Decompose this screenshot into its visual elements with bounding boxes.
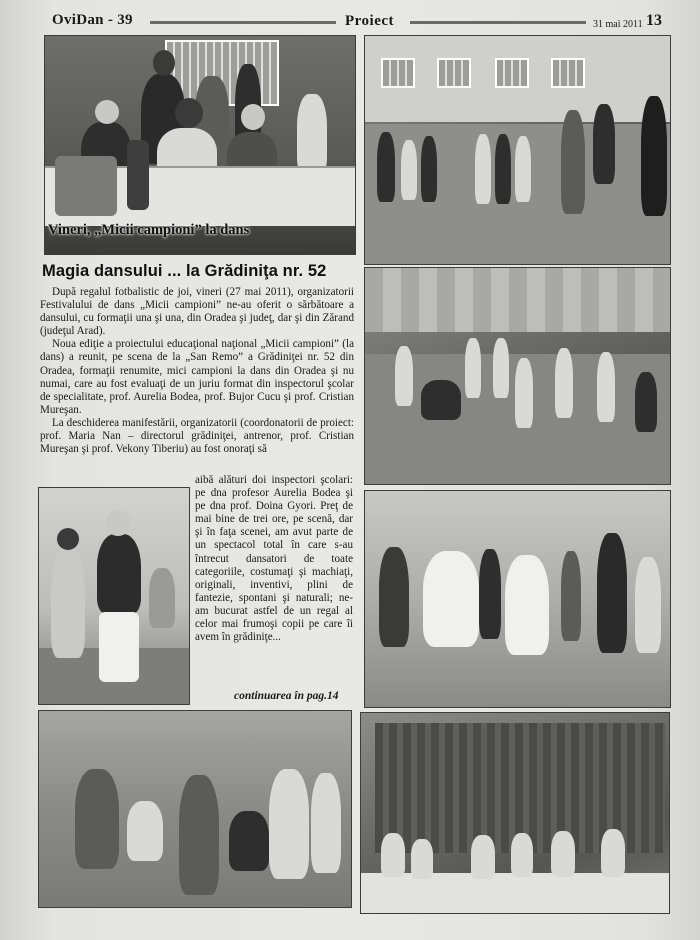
continuation-note: continuarea în pag.14 [234, 690, 339, 702]
article-body-wide [40, 286, 354, 456]
article-title: Magia dansului ... la Grădiniţa nr. 52 [42, 262, 327, 280]
photo-folk-costumes [38, 487, 190, 705]
article-paragraph-4: aibă alături doi inspectori şcolari: pe dna profesor Aurelia Bodea şi pe dna prof. Doina Gyori. Preţ de mai bine de trei ore, pe scenă, dar şi în faţa scenei, am avut parte de un spectacol total în care s-au întrecut dansatori de toate categoriile, costumaţi şi machiaţi, originali, inventivi, plini de fantezie, spontani şi naturali; ne-am bucurat astfel de un regal al celor mai frumoşi copii pe care îi avem în grădiniţe... [195, 474, 353, 644]
article-paragraph-2: Noua ediţie a proiectului educaţional naţional „Micii campioni” (la dans) a reunit, pe scena de la „San Remo” a Grădiniţei nr. 52 din Oradea, formaţii renumite, mici campioni la dans din Oradea şi nu numai, care au fost evaluaţi de un juriu format din inspectorul şcolar de specialitate, prof. Aurelia Bodea, prof. Bujor Cucu şi prof. Cristian Mureşan. [40, 338, 354, 416]
photo-caption: Vineri, „Micii campioni” la dans [48, 222, 250, 238]
header-rule-right [410, 21, 586, 24]
header-rule-left [150, 21, 336, 24]
page-number: 13 [646, 12, 662, 29]
article-paragraph-3: La deschiderea manifestării, organizatorii (coordonatorii de proiect: prof. Maria Nan – directorul grădiniţei, antrenor, prof. Cristian Mureşan şi prof. Vekony Tiberiu) au fost onoraţi să [40, 416, 354, 456]
article-body-narrow [195, 474, 353, 644]
publication-name: OviDan - 39 [52, 12, 133, 28]
issue-date: 31 mai 2011 [593, 19, 643, 30]
article-paragraph-1: După regalul fotbalistic de joi, vineri (27 mai 2011), organizatorii Festivalului de dans „Micii campioni” ne-au oferit o sărbătoare a dansului, cu formaţii una şi una, din Oradea şi judeţ, dar şi din Zărand (judeţul Arad). [40, 286, 354, 338]
photo-ballet-children [38, 710, 352, 908]
photo-children-white-costumes [364, 490, 671, 708]
section-title: Proiect [345, 13, 395, 29]
photo-courtyard-dance [364, 35, 671, 265]
photo-stage-dancers [364, 267, 671, 485]
photo-stage-seated-children [360, 712, 670, 914]
